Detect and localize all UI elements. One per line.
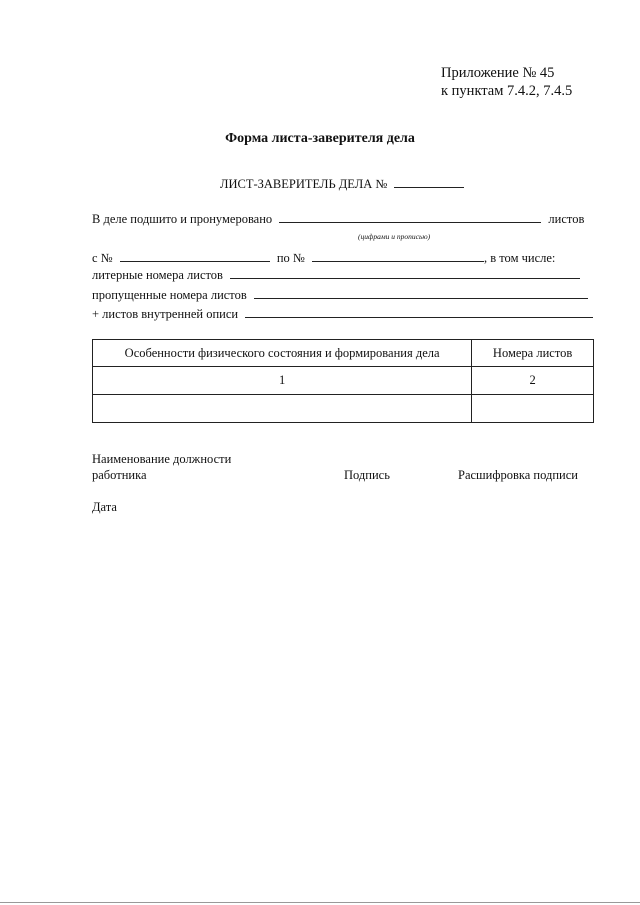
case-number-blank bbox=[394, 186, 464, 188]
lettered-blank bbox=[230, 277, 580, 279]
filed-label: В деле подшито и пронумеровано bbox=[92, 212, 273, 226]
physical-state-table bbox=[92, 339, 594, 423]
filed-sheets-row bbox=[92, 212, 584, 227]
table-cell-empty bbox=[472, 395, 594, 423]
sheet-count-blank bbox=[279, 221, 541, 223]
sheet-title-text: ЛИСТ-ЗАВЕРИТЕЛЬ ДЕЛА № bbox=[220, 177, 388, 191]
position-title-line2: работника bbox=[92, 468, 147, 482]
internal-row bbox=[92, 307, 593, 322]
signature-decoding-label: Расшифровка подписи bbox=[458, 468, 578, 482]
sheets-word: листов bbox=[548, 212, 585, 226]
appendix-reference bbox=[441, 64, 572, 100]
from-number-blank bbox=[120, 260, 270, 262]
missing-label: пропущенные номера листов bbox=[92, 288, 247, 302]
appendix-clauses: к пунктам 7.4.2, 7.4.5 bbox=[441, 83, 573, 99]
lettered-label: литерные номера листов bbox=[92, 268, 223, 282]
position-title-line1: Наименование должности bbox=[92, 452, 232, 466]
to-label: по № bbox=[276, 251, 305, 265]
sheet-range-row bbox=[92, 251, 555, 266]
to-number-blank bbox=[312, 260, 484, 262]
table-cell-empty bbox=[93, 395, 472, 423]
table-header-row bbox=[93, 340, 594, 367]
header-features: Особенности физического состояния и формирования дела bbox=[93, 340, 472, 367]
signature-label: Подпись bbox=[344, 468, 390, 482]
sheet-title bbox=[220, 177, 464, 192]
table-row bbox=[93, 395, 594, 423]
from-label: с № bbox=[92, 251, 113, 265]
missing-row bbox=[92, 288, 588, 303]
appendix-number: Приложение № 45 bbox=[441, 65, 555, 81]
column-number-1: 1 bbox=[93, 367, 472, 395]
missing-blank bbox=[254, 297, 588, 299]
date-label: Дата bbox=[92, 500, 117, 514]
internal-blank bbox=[245, 316, 593, 318]
form-title: Форма листа-заверителя дела bbox=[225, 131, 415, 146]
including-text: , в том числе: bbox=[483, 251, 556, 265]
internal-label: + листов внутренней описи bbox=[92, 307, 239, 321]
lettered-row bbox=[92, 268, 580, 283]
column-number-2: 2 bbox=[472, 367, 594, 395]
hint-digits-words: (цифрами и прописью) bbox=[358, 232, 431, 241]
bottom-divider bbox=[0, 902, 640, 903]
header-sheet-numbers: Номера листов bbox=[472, 340, 594, 367]
table-number-row bbox=[93, 367, 594, 395]
